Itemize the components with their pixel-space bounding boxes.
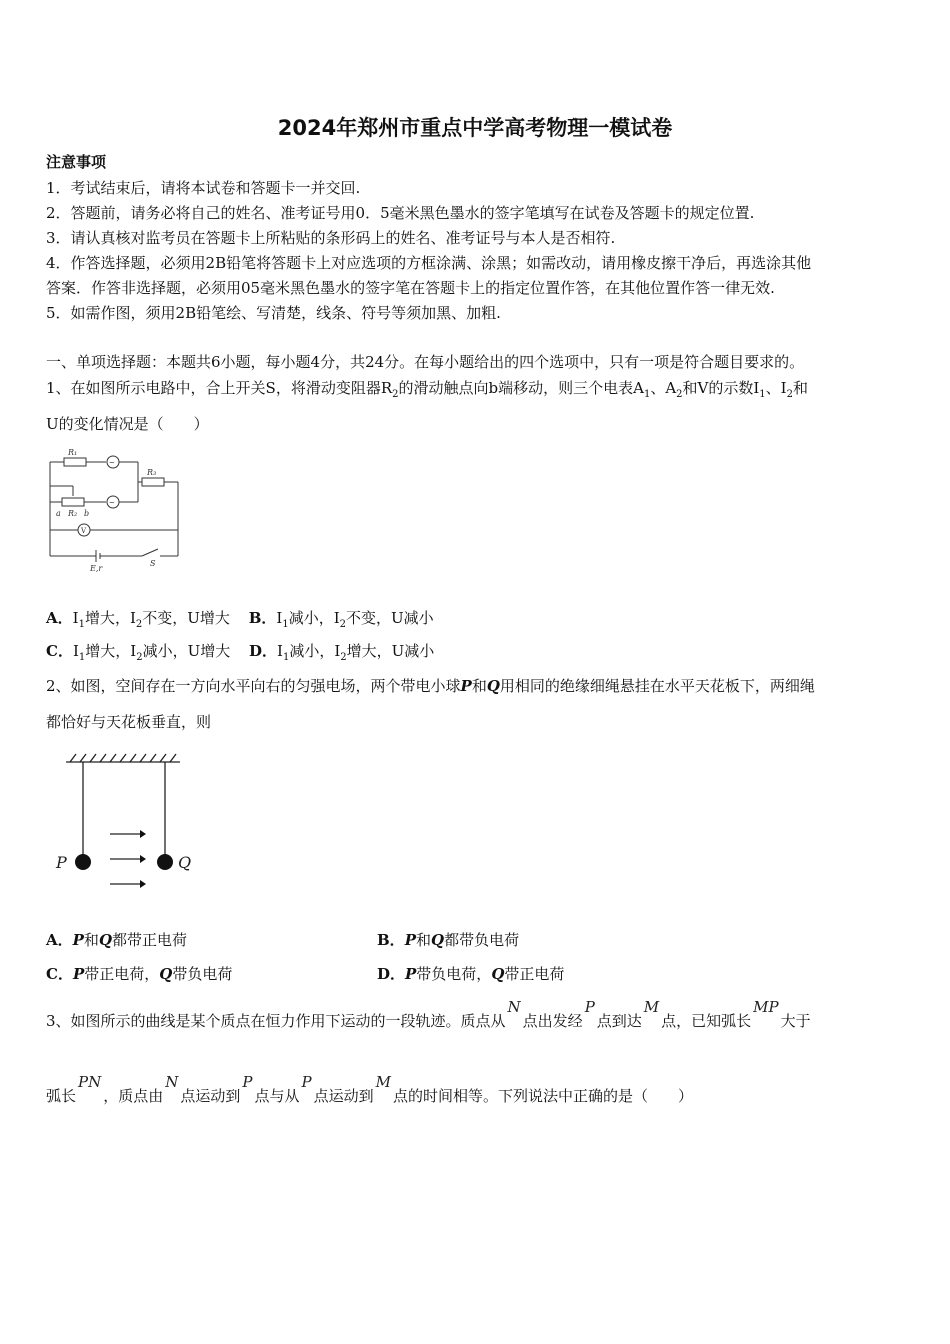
option-b[interactable]: B．$I_1$减小，$I_2$不变，U减小: [248, 609, 434, 630]
page-title: 2024年郑州市重点中学高考物理一模试卷: [277, 116, 673, 140]
section-heading: 一、单项选择题：本题共6小题，每小题4分，共24分。在每小题给出的四个选项中，只有一项是符合题目要求的。: [46, 353, 805, 371]
question-2-stem-line2: 都恰好与天花板垂直，则: [46, 713, 212, 731]
field-arrow-icon: [140, 830, 146, 838]
option-d[interactable]: D．$I_1$减小，$I_2$增大，U减小: [249, 642, 435, 663]
ammeter-a1-icon: ~: [109, 459, 115, 467]
label-q: Q: [178, 853, 192, 872]
pendulum-diagram: [52, 752, 202, 897]
question-2-stem: 2、如图，空间存在一方向水平向右的匀强电场，两个带电小球P和Q用相同的绝缘细绳悬挂在水平天花板下，两细绳: [46, 677, 815, 695]
notice-item: 4．作答选择题，必须用2B铅笔将答题卡上对应选项的方框涂满、涂黑；如需改动，请用橡皮擦干净后，再选涂其他: [46, 254, 812, 272]
circuit-diagram: [46, 446, 186, 574]
ball-q: [157, 854, 173, 870]
question-3-stem-line2: 弧长PN，质点由N点运动到P点与从P点运动到M点的时间相等。下列说法中正确的是（ ）: [46, 1073, 693, 1105]
question-3-stem: 3、如图所示的曲线是某个质点在恒力作用下运动的一段轨迹。质点从N点出发经P点到达M点，已知弧长MP大于: [46, 998, 811, 1030]
question-1-options-row1: [46, 607, 434, 630]
question-1-options-row2: [46, 640, 434, 663]
option-a[interactable]: A．P和Q都带正电荷: [46, 931, 188, 949]
label-r2: R₂: [68, 509, 78, 518]
option-a[interactable]: A．$I_1$增大，$I_2$不变，U增大: [46, 609, 230, 630]
label-er: E,r: [90, 564, 103, 573]
label-a: a: [56, 509, 61, 518]
label-b: b: [84, 509, 90, 518]
ball-p: [75, 854, 91, 870]
option-c[interactable]: C．P带正电荷，Q带负电荷: [46, 965, 233, 983]
question-1-stem: 1、在如图所示电路中，合上开关S，将滑动变阻器$R_2$的滑动触点向b端移动，则三个电表$A_1$、$A_2$和V的示数$I_1$、$I_2$和: [46, 379, 808, 400]
question-1-stem-line2: U的变化情况是（ ）: [46, 415, 209, 433]
label-p: P: [56, 853, 67, 872]
notice-item: 1．考试结束后，请将本试卷和答题卡一并交回.: [46, 179, 361, 197]
field-arrow-icon: [140, 880, 146, 888]
label-r1: R₁: [68, 448, 78, 457]
label-r3: R₃: [147, 468, 157, 477]
label-v: V: [81, 527, 87, 535]
label-s: S: [150, 559, 156, 568]
notice-heading: 注意事项: [46, 153, 107, 171]
notice-item: 2．答题前，请务必将自己的姓名、准考证号用0．5毫米黑色墨水的签字笔填写在试卷及答题卡的规定位置.: [46, 204, 755, 222]
option-d[interactable]: D．P带负电荷，Q带正电荷: [377, 965, 565, 983]
field-arrow-icon: [140, 855, 146, 863]
notice-item: 5．如需作图，须用2B铅笔绘、写清楚，线条、符号等须加黑、加粗.: [46, 304, 501, 322]
notice-item: 答案．作答非选择题，必须用05毫米黑色墨水的签字笔在答题卡上的指定位置作答，在其他位置作答一律无效.: [46, 279, 775, 297]
ammeter-a2-icon: ~: [109, 499, 115, 507]
option-c[interactable]: C．$I_1$增大，$I_2$减小，U增大: [46, 642, 231, 663]
notice-item: 3．请认真核对监考员在答题卡上所粘贴的条形码上的姓名、准考证号与本人是否相符.: [46, 229, 616, 247]
option-b[interactable]: B．P和Q都带负电荷: [377, 931, 520, 949]
